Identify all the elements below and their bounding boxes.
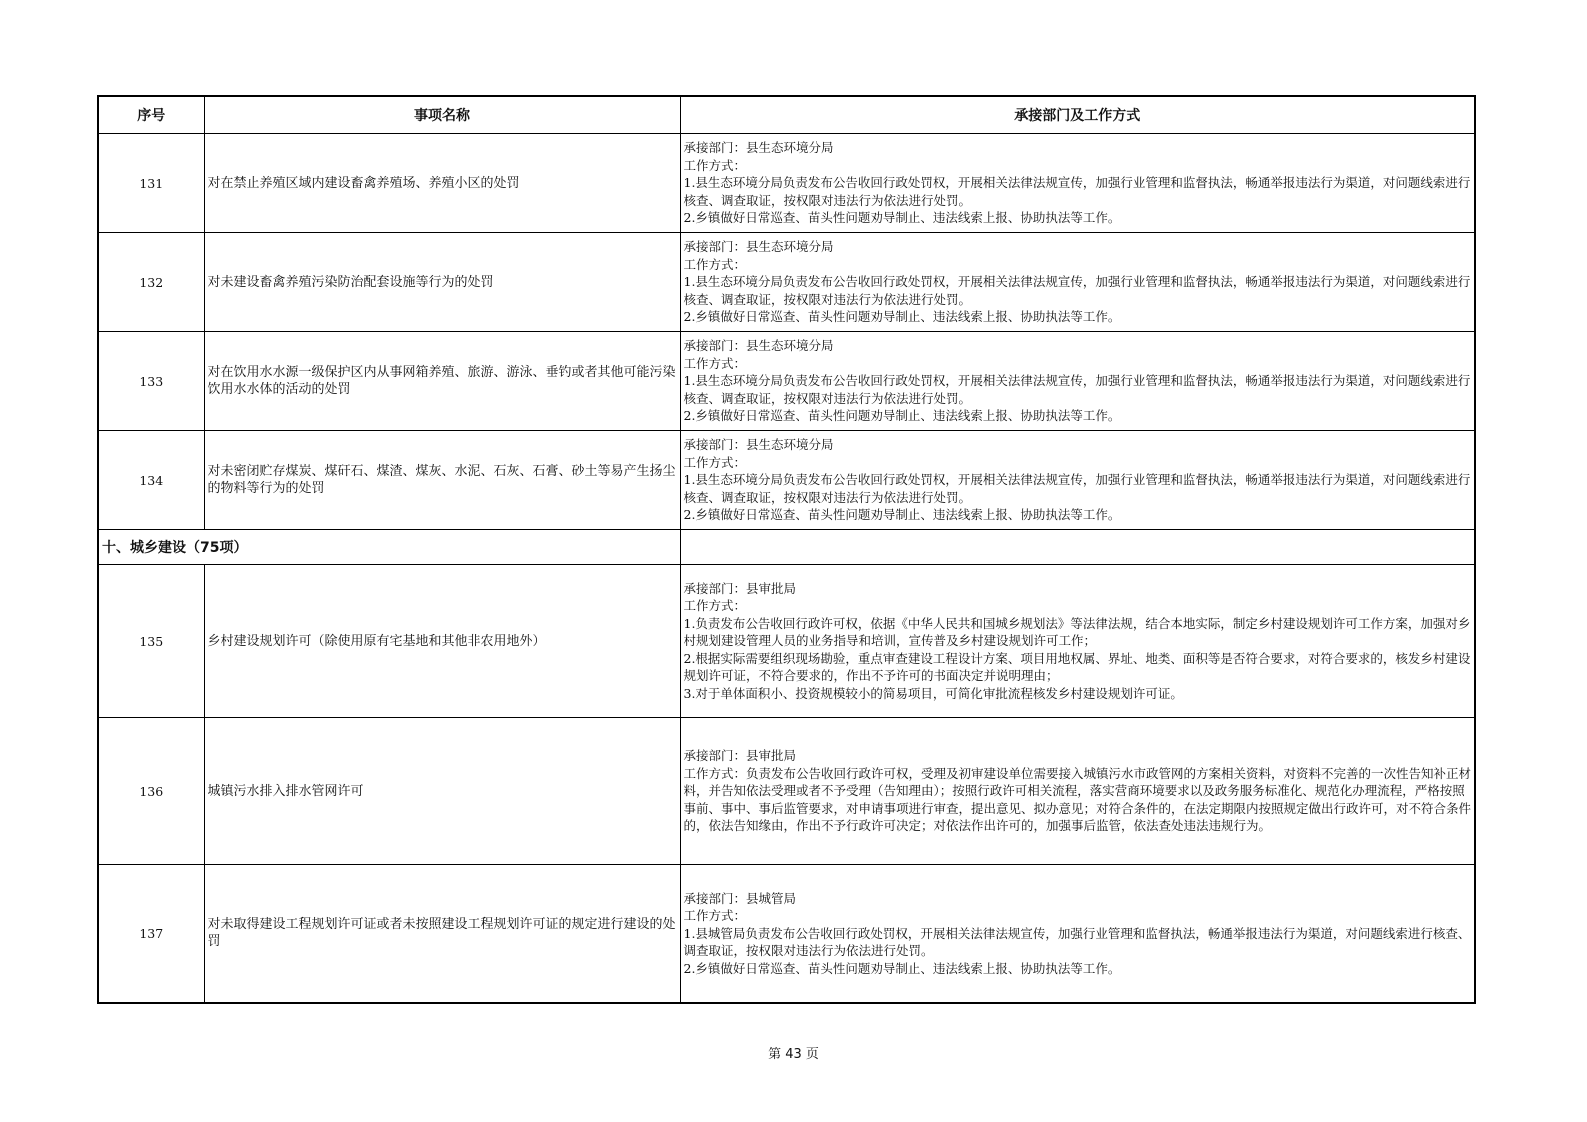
work-line: 1.县城管局负责发布公告收回行政处罚权，开展相关法律法规宣传，加强行业管理和监督执法，畅通举报违法行为渠道，对问题线索进行核查、调查取证，按权限对违法行为依法进行处罚。	[683, 925, 1471, 958]
section-title: 十、城乡建设（75项）	[98, 530, 680, 565]
row-item-name: 对未取得建设工程规划许可证或者未按照建设工程规划许可证的规定进行建设的处罚	[204, 865, 680, 1003]
row-number: 133	[98, 332, 204, 431]
work-line: 2.乡镇做好日常巡查、苗头性问题劝导制止、违法线索上报、协助执法等工作。	[683, 507, 1121, 523]
row-number: 137	[98, 865, 204, 1003]
row-number: 136	[98, 718, 204, 865]
row-number: 131	[98, 134, 204, 233]
work-line: 1.县生态环境分局负责发布公告收回行政处罚权，开展相关法律法规宣传，加强行业管理和监督执法，畅通举报违法行为渠道，对问题线索进行核查、调查取证，按权限对违法行为依法进行处罚。	[683, 472, 1471, 505]
work-line: 承接部门：县审批局	[683, 748, 797, 764]
work-line: 承接部门：县生态环境分局	[683, 437, 834, 453]
work-line: 工作方式：	[683, 256, 747, 272]
row-department-method	[680, 431, 1475, 530]
row-number: 134	[98, 431, 204, 530]
row-item-name: 对在禁止养殖区域内建设畜禽养殖场、养殖小区的处罚	[204, 134, 680, 233]
work-line: 2.根据实际需要组织现场勘验，重点审查建设工程设计方案、项目用地权属、界址、地类、面积等是否符合要求，对符合要求的，核发乡村建设规划许可证，不符合要求的，作出不予许可的书面决定并说明理由；	[683, 650, 1471, 684]
work-line: 1.县生态环境分局负责发布公告收回行政处罚权，开展相关法律法规宣传，加强行业管理和监督执法，畅通举报违法行为渠道，对问题线索进行核查、调查取证，按权限对违法行为依法进行处罚。	[683, 274, 1471, 307]
work-line: 工作方式：负责发布公告收回行政许可权，受理及初审建设单位需要接入城镇污水市政管网的方案相关资料，对资料不完善的一次性告知补正材料，并告知依法受理或者不予受理（告知理由）；按照行政许可相关流程，落实营商环境要求以及政务服务标准化、规范化办理流程，严格按照事前、事中、事后监管要求，对申请事项进行审查，提出意见、拟办意见；对符合条件的，在法定期限内按照规定做出行政许可，对不符合条件的，依法告知缘由，作出不予行政许可决定；对依法作出许可的，加强事后监管，依法查处违法违规行为。	[683, 765, 1472, 834]
table-row	[98, 718, 1475, 865]
row-item-name: 对未建设畜禽养殖污染防治配套设施等行为的处罚	[204, 233, 680, 332]
work-line: 2.乡镇做好日常巡查、苗头性问题劝导制止、违法线索上报、协助执法等工作。	[683, 408, 1121, 424]
work-line: 工作方式：	[683, 157, 747, 173]
header-department-method: 承接部门及工作方式	[680, 96, 1475, 134]
row-number: 135	[98, 565, 204, 718]
row-item-name: 城镇污水排入排水管网许可	[204, 718, 680, 865]
work-line: 工作方式：	[683, 454, 747, 470]
row-department-method	[680, 718, 1475, 865]
table-row	[98, 332, 1475, 431]
table-row	[98, 134, 1475, 233]
section-empty-cell	[680, 530, 1475, 565]
work-line: 承接部门：县审批局	[683, 580, 797, 596]
row-department-method	[680, 865, 1475, 1003]
items-table	[97, 95, 1476, 1004]
table-row	[98, 431, 1475, 530]
row-department-method	[680, 134, 1475, 233]
work-line: 工作方式：	[683, 355, 747, 371]
table-row	[98, 233, 1475, 332]
work-line: 1.负责发布公告收回行政许可权，依据《中华人民共和国城乡规划法》等法律法规，结合本地实际，制定乡村建设规划许可工作方案，加强对乡村规划建设管理人员的业务指导和培训，宣传普及乡村建设规划许可工作；	[683, 615, 1471, 649]
table-row	[98, 565, 1475, 718]
header-serial-number: 序号	[98, 96, 204, 134]
row-department-method	[680, 565, 1475, 718]
table-header-row	[98, 96, 1475, 134]
work-line: 2.乡镇做好日常巡查、苗头性问题劝导制止、违法线索上报、协助执法等工作。	[683, 960, 1121, 976]
work-line: 1.县生态环境分局负责发布公告收回行政处罚权，开展相关法律法规宣传，加强行业管理和监督执法，畅通举报违法行为渠道，对问题线索进行核查、调查取证，按权限对违法行为依法进行处罚。	[683, 373, 1471, 406]
work-line: 承接部门：县生态环境分局	[683, 140, 834, 156]
row-item-name: 对在饮用水水源一级保护区内从事网箱养殖、旅游、游泳、垂钓或者其他可能污染饮用水水体的活动的处罚	[204, 332, 680, 431]
page-number: 第 43 页	[768, 1047, 819, 1062]
row-department-method	[680, 233, 1475, 332]
work-line: 承接部门：县生态环境分局	[683, 338, 834, 354]
work-line: 3.对于单体面积小、投资规模较小的简易项目，可简化审批流程核发乡村建设规划许可证。	[683, 685, 1183, 701]
work-line: 2.乡镇做好日常巡查、苗头性问题劝导制止、违法线索上报、协助执法等工作。	[683, 309, 1121, 325]
table-row	[98, 865, 1475, 1003]
work-line: 承接部门：县生态环境分局	[683, 239, 834, 255]
work-line: 工作方式：	[683, 908, 747, 923]
section-row	[98, 530, 1475, 565]
row-item-name: 对未密闭贮存煤炭、煤矸石、煤渣、煤灰、水泥、石灰、石膏、砂土等易产生扬尘的物料等行为的处罚	[204, 431, 680, 530]
row-number: 132	[98, 233, 204, 332]
work-line: 承接部门：县城管局	[683, 890, 797, 906]
row-department-method	[680, 332, 1475, 431]
work-line: 1.县生态环境分局负责发布公告收回行政处罚权，开展相关法律法规宣传，加强行业管理和监督执法，畅通举报违法行为渠道，对问题线索进行核查、调查取证，按权限对违法行为依法进行处罚。	[683, 175, 1471, 208]
work-line: 2.乡镇做好日常巡查、苗头性问题劝导制止、违法线索上报、协助执法等工作。	[683, 210, 1121, 226]
row-item-name: 乡村建设规划许可（除使用原有宅基地和其他非农用地外）	[204, 565, 680, 718]
header-item-name: 事项名称	[204, 96, 680, 134]
work-line: 工作方式：	[683, 598, 747, 614]
